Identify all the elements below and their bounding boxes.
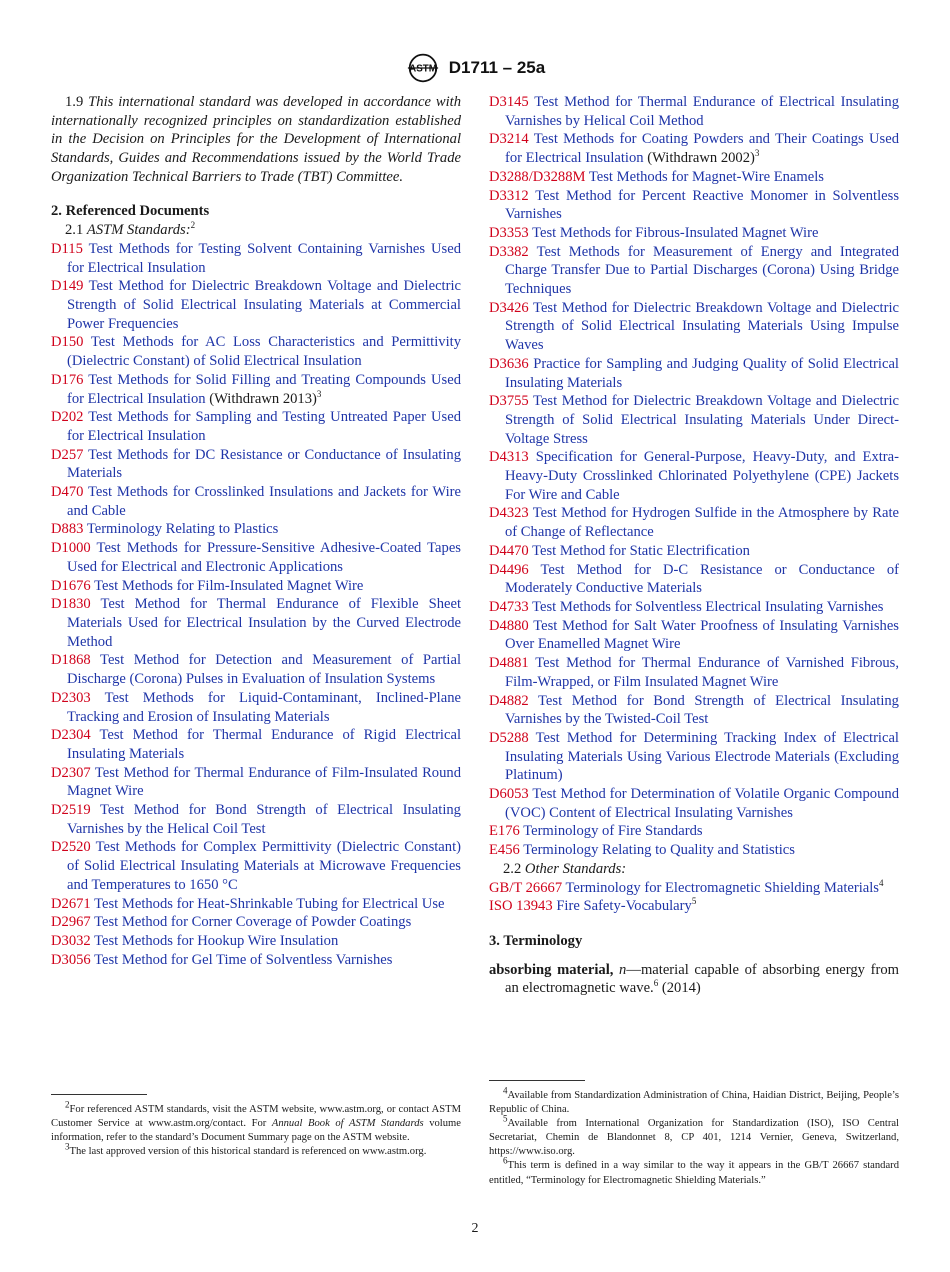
reference-item	[489, 879, 899, 898]
reference-title-link[interactable]: Terminology Relating to Plastics	[86, 521, 279, 538]
reference-item	[489, 617, 899, 654]
reference-item	[51, 651, 461, 688]
reference-list-other	[489, 879, 899, 916]
reference-title-link[interactable]: Test Method for Dielectric Breakdown Voltage and Dielectric Strength of Solid Electrical Insulating Materials at Commercial Power Frequencies	[67, 278, 461, 332]
reference-code-link[interactable]: D883	[51, 521, 84, 538]
withdrawn-note: (Withdrawn 2013)	[209, 390, 317, 407]
reference-item	[51, 932, 461, 951]
reference-title-link[interactable]: Test Method for Thermal Endurance of Rigid Electrical Insulating Materials	[67, 727, 461, 762]
reference-code-link[interactable]: D3214	[489, 131, 529, 148]
reference-title-link[interactable]: Test Method for Bond Strength of Electrical Insulating Varnishes by the Twisted-Coil Test	[505, 692, 899, 728]
reference-code-link[interactable]: D3056	[51, 951, 91, 968]
reference-item	[489, 785, 899, 822]
reference-code-link[interactable]: D4496	[489, 561, 529, 578]
footnote-ref: 3	[316, 388, 322, 399]
reference-title-link[interactable]: Test Methods for Film-Insulated Magnet Wire	[94, 577, 364, 594]
reference-code-link[interactable]: D202	[51, 409, 84, 426]
footnote-number: 5	[503, 1113, 508, 1124]
footnote-rule-left	[51, 1094, 147, 1095]
footnote	[51, 1099, 461, 1145]
withdrawn-note: (Withdrawn 2002)	[647, 150, 755, 167]
reference-item	[51, 333, 461, 370]
reference-item	[51, 913, 461, 932]
reference-item	[489, 841, 899, 860]
footnote	[489, 1113, 899, 1159]
reference-code-link[interactable]: D3636	[489, 355, 529, 372]
reference-item	[489, 654, 899, 691]
reference-code-link[interactable]: D4733	[489, 598, 529, 615]
reference-code-link[interactable]: D4881	[489, 655, 529, 672]
reference-title-link[interactable]: Test Method for Dielectric Breakdown Voltage and Dielectric Strength of Solid Electrical Insulating Materials Using Impulse Waves	[505, 299, 899, 354]
reference-code-link[interactable]: D257	[51, 446, 84, 463]
reference-title-link[interactable]: Test Method for Bond Strength of Electrical Insulating Varnishes by the Helical Coil Test	[67, 802, 461, 837]
reference-title-link[interactable]: Fire Safety-Vocabulary	[556, 898, 692, 915]
term-absorbing-material: absorbing material, n—material capable of absorbing energy from an electromagnetic wave.$^6$ (2014)	[489, 961, 899, 997]
reference-item	[489, 130, 899, 167]
reference-code-link[interactable]: D3032	[51, 932, 91, 949]
footnote-tail: volume information, refer to the standard’s Document Summary page on the ASTM website.	[51, 1118, 461, 1144]
reference-code-link[interactable]: D1868	[51, 652, 91, 669]
reference-code-link[interactable]: D149	[51, 278, 84, 295]
reference-item	[51, 595, 461, 651]
reference-code-link[interactable]: E456	[489, 842, 520, 859]
footnote-text: This term is defined in a way similar to the way it appears in the GB/T 26667 standard entitled, “Terminology for Electromagnetic Shielding Materials.”	[489, 1160, 899, 1186]
footnote-ref: 4	[878, 877, 884, 888]
reference-item	[489, 243, 899, 299]
reference-title-link[interactable]: Test Methods for Liquid-Contaminant, Inclined-Plane Tracking and Erosion of Insulating Materials	[67, 689, 461, 725]
footnote-ref: 3	[754, 148, 760, 159]
reference-title-link[interactable]: Terminology for Electromagnetic Shielding Materials	[565, 879, 879, 896]
reference-code-link[interactable]: D3382	[489, 243, 529, 260]
reference-item	[51, 520, 461, 539]
footnotes-right	[489, 1085, 899, 1188]
subsection-2-1: 2.1 ASTM Standards:$^2$	[65, 220, 196, 239]
reference-code-link[interactable]: D4470	[489, 542, 529, 559]
footnote-ref: 5	[691, 896, 697, 907]
reference-item	[51, 838, 461, 894]
reference-title-link[interactable]: Test Methods for Pressure-Sensitive Adhesive-Coated Tapes Used for Electrical and Electronic Applications	[67, 540, 461, 575]
reference-title-link[interactable]: Test Method for Thermal Endurance of Electrical Insulating Varnishes by Helical Coil Method	[505, 94, 899, 129]
astm-logo-icon	[405, 52, 441, 84]
reference-code-link[interactable]: D2519	[51, 802, 91, 819]
reference-item	[489, 542, 899, 561]
reference-code-link[interactable]: D4323	[489, 505, 529, 522]
reference-code-link[interactable]: E176	[489, 823, 520, 840]
reference-code-link[interactable]: D4882	[489, 692, 529, 709]
subsection-2-2: 2.2 Other Standards:	[503, 860, 627, 877]
reference-item	[51, 277, 461, 333]
reference-title-link[interactable]: Test Methods for Coating Powders and Their Coatings Used for Electrical Insulation	[505, 131, 899, 167]
reference-item	[51, 577, 461, 596]
footnote-text: Available from International Organization for Standardization (ISO), ISO Central Secretariat, Chemin de Blandonnet 8, CP 401, 1214 Vernier, Geneva, Switzerland, https://www.iso.org.	[489, 1118, 899, 1158]
reference-title-link[interactable]: Test Method for Detection and Measurement of Partial Discharge (Corona) Pulses in Evaluation of Insulation Systems	[67, 652, 461, 688]
reference-title-link[interactable]: Test Method for Percent Reactive Monomer in Solventless Varnishes	[505, 187, 899, 223]
reference-item	[489, 187, 899, 224]
reference-code-link[interactable]: D1830	[51, 596, 91, 613]
reference-code-link[interactable]: D2967	[51, 914, 91, 931]
reference-item	[489, 224, 899, 243]
reference-title-link[interactable]: Test Method for Thermal Endurance of Flexible Sheet Materials Used for Electrical Insulation by the Curved Electrode Method	[67, 596, 462, 650]
paragraph-1-9: 1.9 This international standard was developed in accordance with internationally recognized principles on standardization established in the Decision on Principles for the Development of International Standards, Guides and Recommendations issued by the World Trade Organization Technical Barriers to Trade (TBT) Committee.	[51, 94, 462, 185]
reference-code-link[interactable]: D2307	[51, 764, 91, 781]
reference-title-link[interactable]: Test Methods for Testing Solvent Containing Varnishes Used for Electrical Insulation	[67, 240, 462, 276]
reference-title-link[interactable]: Test Methods for Complex Permittivity (Dielectric Constant) of Solid Electrical Insulating Materials at Microwave Frequencies and Temperatures to 1650 °C	[67, 839, 461, 893]
reference-list-left	[51, 240, 461, 969]
reference-title-link[interactable]: Test Methods for AC Loss Characteristics and Permittivity (Dielectric Constant) of Solid Electrical Insulation	[67, 334, 461, 370]
reference-item	[489, 897, 899, 916]
reference-item	[51, 408, 461, 445]
reference-title-link[interactable]: Test Method for Dielectric Breakdown Voltage and Dielectric Strength of Solid Electrical Insulating Materials Under Direct-Voltage Stress	[505, 393, 899, 447]
reference-item	[51, 689, 461, 726]
reference-title-link[interactable]: Test Method for Corner Coverage of Powder Coatings	[94, 914, 412, 931]
reference-code-link[interactable]: D176	[51, 371, 84, 388]
reference-item	[489, 729, 899, 785]
reference-item	[489, 561, 899, 598]
reference-item	[489, 692, 899, 729]
reference-code-link[interactable]: ISO 13943	[489, 898, 553, 915]
reference-list-right	[489, 93, 899, 860]
reference-title-link[interactable]: Test Methods for Crosslinked Insulations and Jackets for Wire and Cable	[67, 484, 461, 519]
reference-code-link[interactable]: D4313	[489, 449, 529, 466]
page-header	[0, 52, 950, 84]
reference-item	[51, 895, 461, 914]
reference-item	[489, 392, 899, 448]
reference-item	[51, 240, 461, 277]
reference-item	[489, 504, 899, 541]
reference-title-link[interactable]: Test Method for Thermal Endurance of Varnished Fibrous, Film-Wrapped, or Film Insulated Magnet Wire	[505, 655, 899, 690]
footnote	[51, 1141, 461, 1159]
reference-title-link[interactable]: Test Methods for Fibrous-Insulated Magnet Wire	[532, 224, 819, 241]
reference-code-link[interactable]: D470	[51, 484, 84, 501]
reference-title-link[interactable]: Test Method for Determining Tracking Index of Electrical Insulating Materials Using Various Electrode Materials (Excluding Platinum)	[505, 729, 899, 784]
reference-title-link[interactable]: Test Method for Salt Water Proofness of Insulating Varnishes Over Enamelled Magnet Wire	[505, 617, 899, 653]
page-number: 2	[471, 1221, 479, 1236]
reference-item	[489, 448, 899, 504]
reference-title-link[interactable]: Test Methods for Measurement of Energy and Integrated Charge Transfer Due to Partial Discharges (Corona) Using Bridge Techniques	[505, 243, 899, 298]
footnote-number: 3	[65, 1141, 70, 1152]
reference-code-link[interactable]: D4880	[489, 617, 529, 634]
right-column	[489, 93, 899, 998]
reference-title-link[interactable]: Test Method for Gel Time of Solventless Varnishes	[94, 951, 393, 968]
reference-title-link[interactable]: Test Method for Thermal Endurance of Film-Insulated Round Magnet Wire	[67, 764, 461, 800]
reference-item	[489, 299, 899, 355]
reference-code-link[interactable]: D3426	[489, 299, 529, 316]
reference-code-link[interactable]: D2520	[51, 839, 91, 856]
reference-title-link[interactable]: Test Method for D-C Resistance or Conductance of Moderately Conductive Materials	[505, 561, 899, 597]
reference-item	[51, 539, 461, 576]
reference-code-link[interactable]: D2303	[51, 689, 91, 706]
footnote-text: For referenced ASTM standards, visit the ASTM website, www.astm.org, or contact ASTM Customer Service at www.astm.org/contact. For	[51, 1104, 461, 1130]
svg-text:ASTM: ASTM	[408, 63, 437, 75]
reference-code-link[interactable]: D3312	[489, 187, 529, 204]
reference-code-link[interactable]: D3145	[489, 94, 529, 110]
reference-item	[489, 598, 899, 617]
designation: D1711 – 25a	[448, 58, 546, 77]
reference-code-link[interactable]: D2671	[51, 895, 91, 912]
reference-code-link[interactable]: D5288	[489, 729, 529, 746]
reference-item	[51, 726, 461, 763]
reference-title-link[interactable]: Test Method for Determination of Volatile Organic Compound (VOC) Content of Electrical Insulating Varnishes	[505, 786, 899, 821]
reference-item	[489, 822, 899, 841]
reference-item	[51, 483, 461, 520]
reference-item	[489, 93, 899, 130]
footnote-rule-right	[489, 1080, 585, 1081]
reference-item	[51, 764, 461, 801]
reference-title-link[interactable]: Test Method for Static Electrification	[532, 542, 750, 559]
reference-code-link[interactable]: D6053	[489, 786, 529, 803]
reference-title-link[interactable]: Test Methods for DC Resistance or Conductance of Insulating Materials	[67, 446, 461, 482]
reference-item	[489, 355, 899, 392]
reference-title-link[interactable]: Practice for Sampling and Judging Quality of Solid Electrical Insulating Materials	[505, 355, 899, 391]
reference-title-link[interactable]: Test Methods for Hookup Wire Insulation	[94, 932, 339, 949]
reference-code-link[interactable]: D1000	[51, 540, 91, 557]
reference-code-link[interactable]: D150	[51, 334, 84, 351]
footnote-italic: Annual Book of ASTM Standards	[271, 1118, 424, 1130]
reference-code-link[interactable]: D3288/D3288M	[489, 168, 586, 185]
footnote-number: 2	[65, 1099, 70, 1110]
reference-code-link[interactable]: D3755	[489, 393, 529, 410]
reference-item	[51, 371, 461, 408]
footnote-number: 6	[503, 1155, 508, 1166]
reference-title-link[interactable]: Specification for General-Purpose, Heavy-Duty, and Extra-Heavy-Duty Crosslinked Chlorinated Polyethylene (CPE) Jackets For Wire and Cable	[505, 449, 899, 503]
reference-item	[51, 446, 461, 483]
footnote-text: The last approved version of this historical standard is referenced on www.astm.org.	[69, 1146, 427, 1158]
left-column	[51, 93, 461, 969]
reference-item	[51, 801, 461, 838]
footnote	[489, 1155, 899, 1187]
reference-item	[489, 168, 899, 187]
reference-title-link[interactable]: Test Methods for Magnet-Wire Enamels	[588, 168, 824, 185]
section-2-heading: 2. Referenced Documents	[51, 202, 210, 219]
footnotes-left	[51, 1099, 461, 1159]
reference-code-link[interactable]: D1676	[51, 577, 91, 594]
reference-title-link[interactable]: Test Methods for Heat-Shrinkable Tubing for Electrical Use	[94, 895, 445, 912]
footnote-text: Available from Standardization Administration of China, Haidian District, Beijing, People’s Republic of China.	[489, 1090, 899, 1116]
reference-title-link[interactable]: Terminology of Fire Standards	[523, 823, 703, 840]
reference-code-link[interactable]: D2304	[51, 727, 91, 744]
reference-title-link[interactable]: Test Methods for Solventless Electrical Insulating Varnishes	[532, 598, 884, 615]
reference-code-link[interactable]: GB/T 26667	[489, 879, 563, 896]
section-3-heading: 3. Terminology	[489, 932, 583, 949]
reference-code-link[interactable]: D115	[51, 240, 83, 257]
reference-title-link[interactable]: Test Methods for Solid Filling and Treating Compounds Used for Electrical Insulation	[67, 371, 461, 407]
reference-code-link[interactable]: D3353	[489, 224, 529, 241]
reference-title-link[interactable]: Test Method for Hydrogen Sulfide in the Atmosphere by Rate of Change of Reflectance	[505, 505, 899, 541]
reference-title-link[interactable]: Test Methods for Sampling and Testing Untreated Paper Used for Electrical Insulation	[67, 409, 461, 444]
reference-title-link[interactable]: Terminology Relating to Quality and Statistics	[523, 842, 795, 859]
footnote	[489, 1085, 899, 1117]
footnote-number: 4	[503, 1085, 508, 1096]
reference-item	[51, 951, 461, 970]
